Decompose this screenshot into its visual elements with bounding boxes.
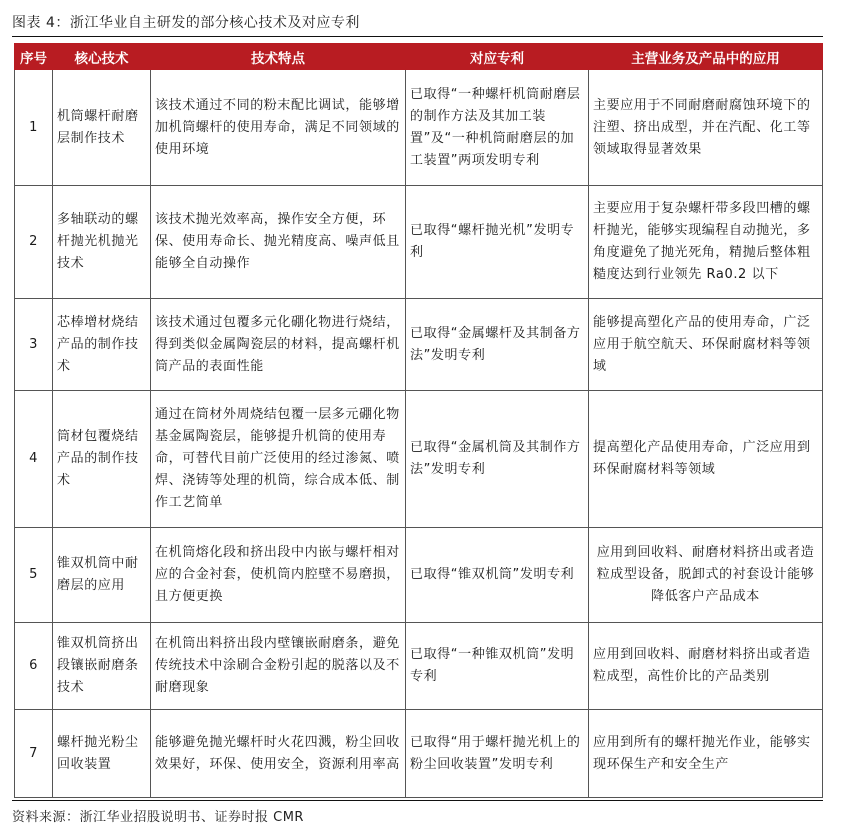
table-row (15, 186, 823, 299)
source-note: 资料来源：浙江华业招股说明书、证券时报 CMR (12, 810, 304, 825)
row-no: 2 (15, 186, 53, 299)
row-feature: 能够避免抛光螺杆时火花四溅，粉尘回收效果好，环保、使用安全，资源利用率高 (151, 710, 406, 798)
table-row (15, 299, 823, 391)
row-application: 主要应用于复杂螺杆带多段凹槽的螺杆抛光，能够实现编程自动抛光，多角度避免了抛光死角，精抛后整体粗糙度达到行业领先 Ra0.2 以下 (589, 186, 823, 299)
row-patent: 已取得“螺杆抛光机”发明专利 (406, 186, 589, 299)
row-tech: 锥双机筒中耐磨层的应用 (53, 528, 151, 623)
table-header-row (15, 44, 823, 70)
header-application: 主营业务及产品中的应用 (589, 44, 823, 70)
table-row (15, 391, 823, 528)
row-no: 7 (15, 710, 53, 798)
row-application: 能够提高塑化产品的使用寿命，广泛应用于航空航天、环保耐腐材料等领域 (589, 299, 823, 391)
row-application: 提高塑化产品使用寿命，广泛应用到环保耐腐材料等领域 (589, 391, 823, 528)
table-row (15, 70, 823, 186)
row-feature: 该技术通过不同的粉末配比调试，能够增加机筒螺杆的使用寿命，满足不同领域的使用环境 (151, 70, 406, 186)
row-no: 6 (15, 623, 53, 710)
row-patent: 已取得“一种螺杆机筒耐磨层的制作方法及其加工装置”及“一种机筒耐磨层的加工装置”两项发明专利 (406, 70, 589, 186)
row-tech: 筒材包覆烧结产品的制作技术 (53, 391, 151, 528)
row-feature: 该技术通过包覆多元化硼化物进行烧结，得到类似金属陶瓷层的材料，提高螺杆机筒产品的表面性能 (151, 299, 406, 391)
row-feature: 在机筒熔化段和挤出段中内嵌与螺杆相对应的合金衬套，使机筒内腔壁不易磨损，且方便更换 (151, 528, 406, 623)
row-application: 主要应用于不同耐磨耐腐蚀环境下的注塑、挤出成型，并在汽配、化工等领域取得显著效果 (589, 70, 823, 186)
source-divider (12, 800, 823, 801)
caption-divider (12, 36, 823, 37)
row-patent: 已取得“一种锥双机筒”发明专利 (406, 623, 589, 710)
row-feature: 在机筒出料挤出段内壁镶嵌耐磨条，避免传统技术中涂刷合金粉引起的脱落以及不耐磨现象 (151, 623, 406, 710)
row-tech: 机筒螺杆耐磨层制作技术 (53, 70, 151, 186)
row-feature: 通过在筒材外周烧结包覆一层多元硼化物基金属陶瓷层，能够提升机筒的使用寿命，可替代目前广泛使用的经过渗氮、喷焊、浇铸等处理的机筒，综合成本低、制作工艺简单 (151, 391, 406, 528)
table-row (15, 623, 823, 710)
row-tech: 多轴联动的螺杆抛光机抛光技术 (53, 186, 151, 299)
header-patent: 对应专利 (406, 44, 589, 70)
table-row (15, 528, 823, 623)
row-tech: 锥双机筒挤出段镶嵌耐磨条技术 (53, 623, 151, 710)
row-patent: 已取得“金属机筒及其制作方法”发明专利 (406, 391, 589, 528)
table-row (15, 710, 823, 798)
row-tech: 芯棒增材烧结产品的制作技术 (53, 299, 151, 391)
row-feature: 该技术抛光效率高，操作安全方便，环保、使用寿命长、抛光精度高、噪声低且能够全自动操作 (151, 186, 406, 299)
row-patent: 已取得“金属螺杆及其制备方法”发明专利 (406, 299, 589, 391)
header-feature: 技术特点 (151, 44, 406, 70)
header-tech: 核心技术 (53, 44, 151, 70)
row-no: 5 (15, 528, 53, 623)
row-application: 应用到回收料、耐磨材料挤出或者造粒成型设备，脱卸式的衬套设计能够降低客户产品成本 (589, 528, 823, 623)
row-patent: 已取得“锥双机筒”发明专利 (406, 528, 589, 623)
table-caption: 图表 4：浙江华业自主研发的部分核心技术及对应专利 (12, 15, 360, 31)
core-tech-table (14, 43, 823, 798)
row-no: 4 (15, 391, 53, 528)
row-application: 应用到回收料、耐磨材料挤出或者造粒成型，高性价比的产品类别 (589, 623, 823, 710)
row-tech: 螺杆抛光粉尘回收装置 (53, 710, 151, 798)
header-no: 序号 (15, 44, 53, 70)
row-patent: 已取得“用于螺杆抛光机上的粉尘回收装置”发明专利 (406, 710, 589, 798)
row-application: 应用到所有的螺杆抛光作业，能够实现环保生产和安全生产 (589, 710, 823, 798)
row-no: 3 (15, 299, 53, 391)
row-no: 1 (15, 70, 53, 186)
